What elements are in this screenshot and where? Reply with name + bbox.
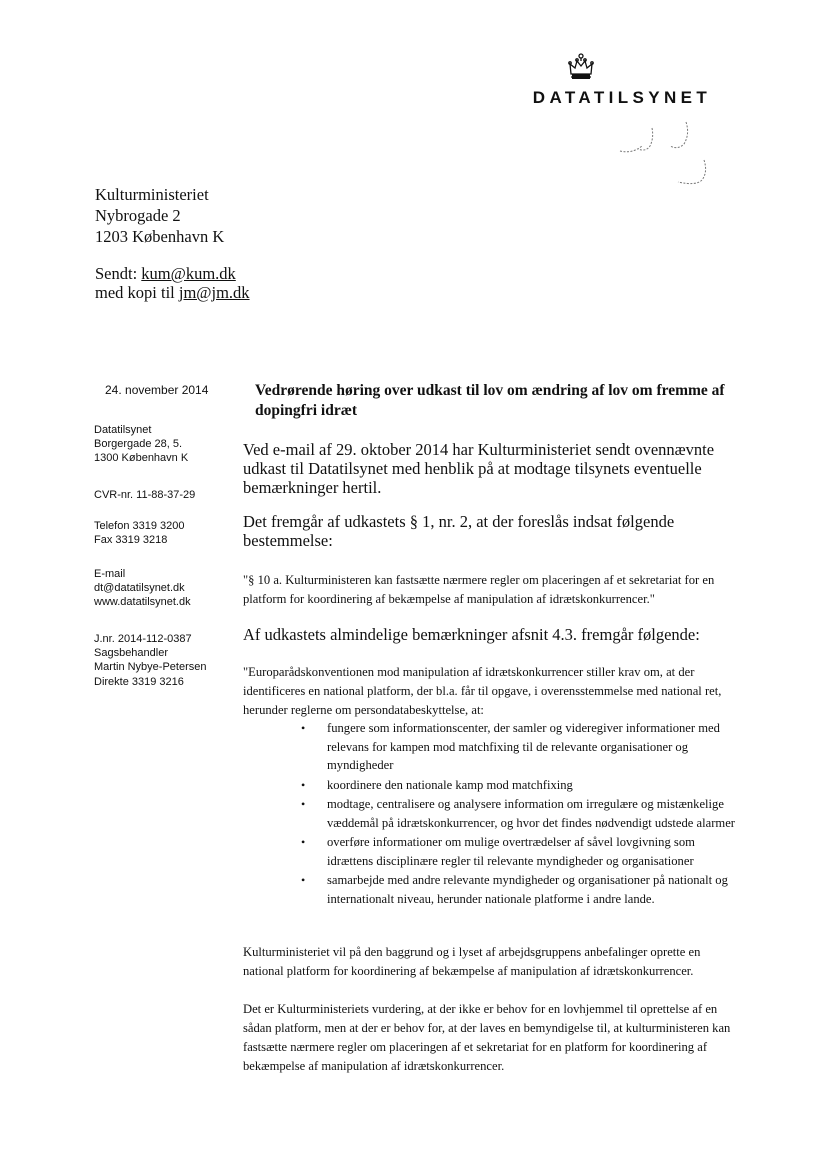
direct-phone: Direkte 3319 3216 [94,675,184,688]
bullet-icon: • [301,777,306,792]
bullet-icon: • [301,797,306,811]
sender-fax: Fax 3319 3218 [94,534,168,547]
sender-phone-block [94,519,185,547]
list-item: • overføre informationer om mulige overtrædelser af såvel lovgivning som idrættens disciplinære regler til relevante myndigheder og organisationer [301,835,695,868]
bullet-icon: • [301,873,306,887]
handwritten-mark [612,116,722,196]
recipient-street: Nybrogade 2 [95,206,181,225]
sender-city: 1300 København K [94,452,189,465]
paragraph-remarks: Af udkastets almindelige bemærkninger afsnit 4.3. fremgår følgende: [243,625,700,644]
sender-org: Datatilsynet [94,424,152,436]
case-handler-label: Sagsbehandler [94,647,169,660]
sent-label: Sendt: [95,264,142,283]
recipient-city: 1203 København K [95,227,225,246]
paragraph-assessment: Det er Kulturministeriets vurdering, at der ikke er behov for en lovhjemmel til oprettelse af en sådan platform, men at der er behov for, at der laves en bemyndigelse til, at kulturministeren kan fastsætte nærmere regler om placeringen af et sekretariat for en platform for koordinering af bekæmpelse af manipulation af idrætskonkurrencer. [243,1002,731,1073]
paragraph-provision: Det fremgår af udkastets § 1, nr. 2, at der foreslås indsat følgende bestemmelse: [243,512,675,550]
paragraph-intro: Ved e-mail af 29. oktober 2014 har Kulturministeriet sendt ovennævnte udkast til Datatilsynet med henblik på at modtage tilsynets eventuelle bemærkninger hertil. [243,440,715,497]
sender-cvr: CVR-nr. 11-88-37-29 [94,489,196,501]
case-block [94,632,207,689]
quote-remarks: "Europarådskonventionen mod manipulation af idrætskonkurrencer stiller krav om, at der identificeres en national platform, der bl.a. får til opgave, i overensstemmelse med national ret, herunder reglerne om persondatabeskyttelse, at: [243,665,722,717]
journal-number: J.nr. 2014-112-0387 [94,633,192,645]
sender-contact-block [94,567,191,610]
crown-icon [566,52,596,82]
letter-subject: Vedrørende høring over udkast til lov om ændring af lov om fremme af dopingfri idræt [255,382,725,419]
sent-email-link[interactable]: kum@kum.dk [141,264,236,283]
sent-info [95,264,250,302]
case-handler-name: Martin Nybye-Petersen [94,661,207,674]
sender-phone: Telefon 3319 3200 [94,520,185,532]
bullet-icon: • [301,721,306,735]
paragraph-platform: Kulturministeriet vil på den baggrund og i lyset af arbejdsgruppens anbefalinger oprette en national platform for koordinering af bekæmpelse af manipulation af idrætskonkurrencer. [243,945,701,978]
list-item: • samarbejde med andre relevante myndigheder og organisationer på nationalt og internationalt niveau, herunder nationale platforme i andre lande. [301,873,728,906]
bullet-icon: • [301,835,306,849]
sender-email-link[interactable]: dt@datatilsynet.dk [94,582,185,595]
sender-street: Borgergade 28, 5. [94,438,183,451]
recipient-address [95,184,224,247]
email-label: E-mail [94,568,126,580]
list-item: • modtage, centralisere og analysere information om irregulære og mistænkelige væddemål på idrætskonkurrencer, og hvor det findes nødvendigt udstede alarmer [301,797,735,830]
platform-tasks-list [301,719,741,909]
recipient-name: Kulturministeriet [95,185,209,204]
copy-email-link[interactable]: jm@jm.dk [178,283,250,302]
letter-date: 24. november 2014 [105,383,209,397]
copy-label: med kopi til [95,283,179,302]
list-item: • fungere som informationscenter, der samler og videregiver informationer med relevans for kampen mod matchfixing til de relevante organisationer og myndigheder [301,721,720,772]
sender-web-link[interactable]: www.datatilsynet.dk [94,596,191,609]
quote-provision: "§ 10 a. Kulturministeren kan fastsætte nærmere regler om placeringen af et sekretariat for en platform for koordinering af bekæmpelse af manipulation af idrætskonkurrencer." [243,573,715,606]
list-item: • koordinere den nationale kamp mod matchfixing [301,776,741,795]
sender-address [94,423,188,466]
logo-wordmark: DATATILSYNET [532,88,712,107]
